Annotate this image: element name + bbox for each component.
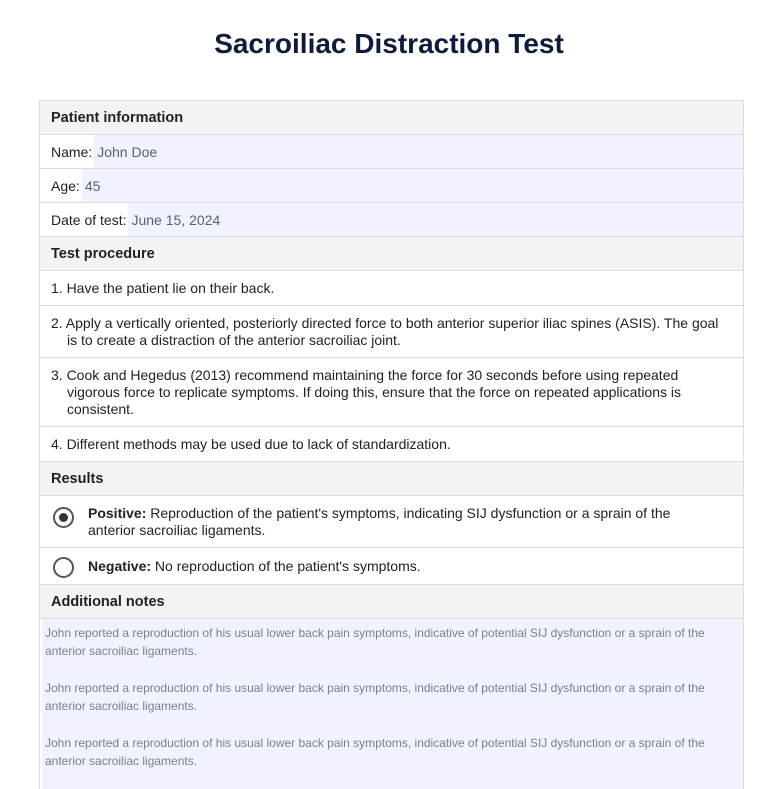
result-negative-option[interactable]	[40, 547, 743, 584]
positive-text-wrap	[88, 505, 713, 539]
date-label: Date of test:	[51, 212, 127, 228]
result-positive-option[interactable]	[40, 495, 743, 547]
age-label: Age:	[51, 178, 80, 194]
name-label: Name:	[51, 144, 93, 160]
date-row	[40, 202, 743, 236]
name-field[interactable]: John Doe	[94, 135, 743, 168]
positive-radio[interactable]	[53, 507, 74, 528]
negative-radio[interactable]	[53, 557, 74, 578]
test-form	[39, 100, 744, 789]
age-row	[40, 168, 743, 202]
procedure-step-2: 2. Apply a vertically oriented, posteriorly directed force to both anterior superior iliac spines (ASIS). The goal is to create a distraction of the anterior sacroiliac joint.	[40, 305, 743, 357]
section-additional-notes: Additional notes	[40, 584, 743, 618]
procedure-step-3: 3. Cook and Hegedus (2013) recommend maintaining the force for 30 seconds before using repeated vigorous force to replicate symptoms. If doing this, ensure that the force on repeated applications is consistent.	[40, 357, 743, 426]
procedure-step-4: 4. Different methods may be used due to lack of standardization.	[40, 426, 743, 461]
date-field[interactable]: June 15, 2024	[128, 203, 743, 236]
additional-notes-field[interactable]	[42, 619, 743, 789]
procedure-step-1: 1. Have the patient lie on their back.	[40, 270, 743, 305]
positive-label: Positive:	[88, 505, 147, 521]
name-row	[40, 134, 743, 168]
notes-row	[40, 618, 743, 789]
negative-text-wrap	[88, 558, 421, 575]
note-paragraph: John reported a reproduction of his usual lower back pain symptoms, indicative of potential SIJ dysfunction or a sprain of the anterior sacroiliac ligaments.	[45, 681, 705, 713]
page-title: Sacroiliac Distraction Test	[214, 28, 564, 59]
negative-label: Negative:	[88, 558, 152, 574]
section-patient-information: Patient information	[40, 100, 743, 134]
positive-description: Reproduction of the patient's symptoms, indicating SIJ dysfunction or a sprain of the anterior sacroiliac ligaments.	[88, 505, 671, 538]
note-paragraph: John reported a reproduction of his usual lower back pain symptoms, indicative of potential SIJ dysfunction or a sprain of the anterior sacroiliac ligaments.	[45, 736, 705, 768]
negative-description: No reproduction of the patient's symptoms.	[154, 558, 421, 574]
section-test-procedure: Test procedure	[40, 236, 743, 270]
section-results: Results	[40, 461, 743, 495]
age-field[interactable]: 45	[82, 169, 743, 202]
note-paragraph: John reported a reproduction of his usual lower back pain symptoms, indicative of potential SIJ dysfunction or a sprain of the anterior sacroiliac ligaments.	[45, 626, 705, 658]
